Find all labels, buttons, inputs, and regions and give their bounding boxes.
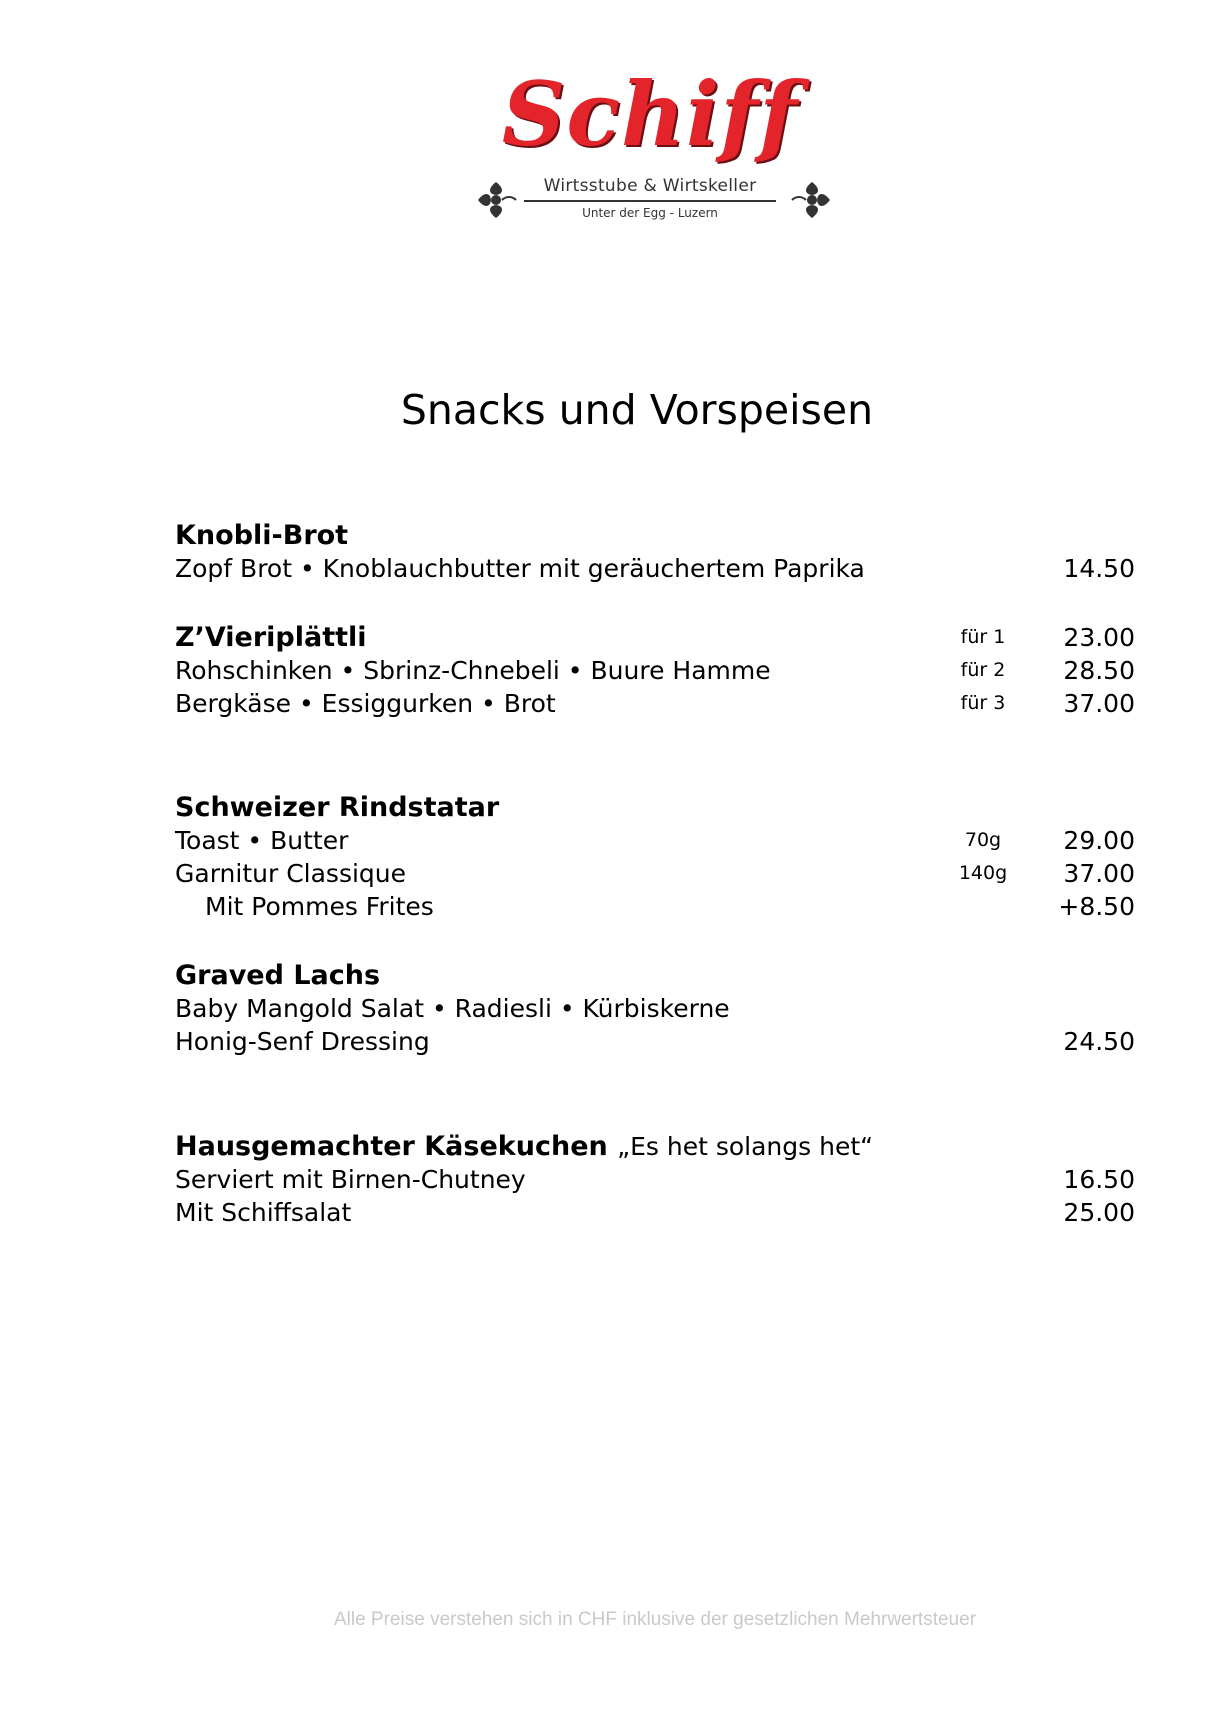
portion-label: 140g bbox=[958, 862, 1008, 884]
dish-description: Zopf Brot • Knoblauchbutter mit geräuchertem Paprika bbox=[175, 554, 865, 583]
dish-line bbox=[175, 890, 1135, 923]
menu-item-knobli-brot bbox=[175, 519, 1135, 585]
price-disclaimer: Alle Preise verstehen sich in CHF inklusive der gesetzlichen Mehrwertsteuer bbox=[333, 1609, 977, 1630]
menu-item-kaesekuchen bbox=[175, 1130, 1135, 1229]
restaurant-logo bbox=[470, 64, 850, 234]
ornament-right-icon bbox=[790, 178, 834, 222]
dish-line bbox=[175, 992, 1135, 1025]
dish-price: 14.50 bbox=[1063, 554, 1135, 583]
dish-price: 25.00 bbox=[1063, 1198, 1135, 1227]
dish-description: Mit Schiffsalat bbox=[175, 1198, 352, 1227]
dish-price: 29.00 bbox=[1063, 826, 1135, 855]
dish-name: Graved Lachs bbox=[175, 960, 381, 991]
dish-line bbox=[175, 1196, 1135, 1229]
portion-label: für 1 bbox=[960, 626, 1006, 648]
logo-divider bbox=[524, 200, 776, 202]
dish-heading bbox=[175, 791, 1135, 824]
dish-heading bbox=[175, 519, 1135, 552]
menu-item-rindstatar bbox=[175, 791, 1135, 923]
dish-description: Bergkäse • Essiggurken • Brot bbox=[175, 689, 556, 718]
dish-description: Honig-Senf Dressing bbox=[175, 1027, 430, 1056]
dish-description: Garnitur Classique bbox=[175, 859, 407, 888]
dish-name: Knobli-Brot bbox=[175, 520, 349, 551]
dish-heading bbox=[175, 959, 1135, 992]
menu-item-graved-lachs bbox=[175, 959, 1135, 1058]
page-title: Snacks und Vorspeisen bbox=[400, 386, 874, 435]
dish-heading bbox=[175, 1130, 1135, 1163]
dish-line bbox=[175, 654, 1135, 687]
logo-subtitle: Wirtsstube & Wirtskeller bbox=[543, 176, 757, 196]
portion-label: für 2 bbox=[960, 659, 1006, 681]
dish-description: Toast • Butter bbox=[175, 826, 349, 855]
dish-name: Schweizer Rindstatar bbox=[175, 792, 500, 823]
dish-line bbox=[175, 687, 1135, 720]
dish-description: Serviert mit Birnen-Chutney bbox=[175, 1165, 526, 1194]
dish-price: 28.50 bbox=[1063, 656, 1135, 685]
dish-line bbox=[175, 1025, 1135, 1058]
logo-location: Unter der Egg - Luzern bbox=[582, 206, 718, 220]
logo-wordmark: Schiff bbox=[501, 62, 799, 166]
dish-line bbox=[175, 824, 1135, 857]
dish-heading bbox=[175, 621, 1135, 654]
dish-price: 37.00 bbox=[1063, 859, 1135, 888]
dish-price: 37.00 bbox=[1063, 689, 1135, 718]
menu-item-zvieriplaettli bbox=[175, 621, 1135, 720]
dish-description: Rohschinken • Sbrinz-Chnebeli • Buure Hamme bbox=[175, 656, 771, 685]
dish-name: Z’Vieriplättli bbox=[175, 622, 367, 653]
dish-line bbox=[175, 857, 1135, 890]
portion-label: 70g bbox=[964, 829, 1002, 851]
portion-label: für 3 bbox=[960, 692, 1006, 714]
dish-description: Mit Pommes Frites bbox=[205, 892, 434, 921]
dish-name: Hausgemachter Käsekuchen bbox=[175, 1131, 608, 1162]
ornament-left-icon bbox=[474, 178, 518, 222]
dish-description: Baby Mangold Salat • Radiesli • Kürbiskerne bbox=[175, 994, 730, 1023]
dish-line bbox=[175, 552, 1135, 585]
dish-note: „Es het solangs het“ bbox=[617, 1132, 874, 1161]
dish-price: 16.50 bbox=[1063, 1165, 1135, 1194]
dish-line bbox=[175, 1163, 1135, 1196]
dish-price: +8.50 bbox=[1058, 892, 1135, 921]
dish-price: 23.00 bbox=[1063, 623, 1135, 652]
dish-price: 24.50 bbox=[1063, 1027, 1135, 1056]
